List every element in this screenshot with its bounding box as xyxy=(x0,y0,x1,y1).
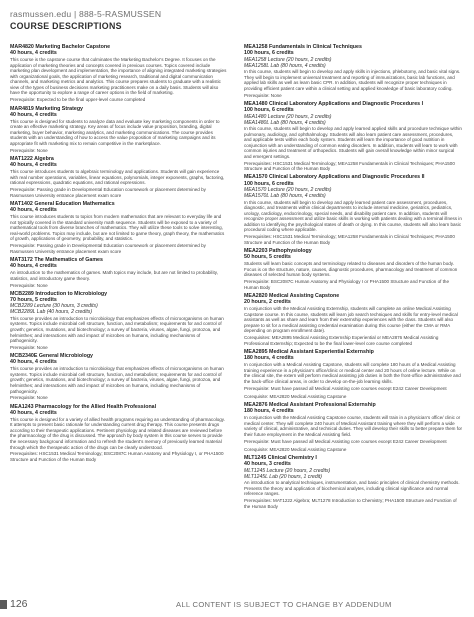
left-column xyxy=(10,44,228,465)
course-description: This course provides an introduction to microbiology that emphasizes effects of microorganisms on human systems. Topics include microbial cell structure, function, and metabolism; requirements for and control of growth; genetics, mutations, and biotechnology; a survey of bacteria, viruses, algae, fungi, protozoa, and helminthes; and interactions with and impact of microbes on humans, including mechanisms of pathogenicity. xyxy=(10,366,224,394)
course-prerequisite: Prerequisite: None xyxy=(10,147,48,153)
course-prerequisite: Prerequisite: Passing grade in Developmental Education coursework or placement determined by Rasmussen University entrance placement exam score xyxy=(10,243,206,254)
course-prerequisite: Prerequisite: Expected to be the final upper-level course completed xyxy=(10,97,146,103)
course-title: MEA1243 Pharmacology for the Allied Health Professional xyxy=(10,403,157,410)
site-info: rasmussen.edu | 888-5-RASMUSSEN xyxy=(10,9,162,19)
course-description: In conjunction with a Medical Assisting Capstone, students will complete 180 hours of a Medical Assisting training experience in a physician’s office/clinic or medical center and 20 hours of online lecture. While on the clinical site, the extern will perform medical assisting job duties in both the front-office administrative and the back-office clinical areas, in order to develop on-the-job learning skills. xyxy=(244,362,461,384)
course-entry xyxy=(244,293,462,346)
course-entry xyxy=(244,402,462,444)
course-prerequisite: Corequisite: MEA2820 Medical Assisting Capstone xyxy=(244,446,347,452)
course-title: MEA2895 Medical Assistant Experiential Externship xyxy=(244,348,374,355)
course-entry xyxy=(244,248,462,290)
course-prerequisite: Prerequisite: None xyxy=(244,92,282,98)
course-credits: 40 hours, 3 credits xyxy=(244,461,291,468)
course-entry xyxy=(10,404,228,463)
course-entry xyxy=(10,291,228,351)
course-description: Students will learn basic concepts and terminology related to diseases and disorders of the human body. Focus is on the structure, nature, causes, diagnostic procedures, pharmacology and treatment of common diseases of selected human body systems. xyxy=(244,261,458,278)
course-credits: 20 hours, 2 credits xyxy=(244,299,291,306)
course-title: MAR4819 Marketing Strategy xyxy=(10,105,84,112)
course-description: An introduction to the mathematics of games. Math topics may include, but are not limited to probability, statistics, and introductory game theory. xyxy=(10,270,218,281)
course-title: MEA2876 Medical Assistant Professional Externship xyxy=(244,401,376,408)
course-description: This course is designed for a variety of allied health programs requiring an understanding of pharmacology. It attempts to present basic rationale for understanding current drug therapy. This course presents drugs according to their therapeutic applications. Pertinent physiology and related diseases are reviewed before the pharmacology of the drug is discussed. The approach by body system in this course serves to provide the necessary background information and to refresh the student’s memory of previously learned material through which the therapeutic action of the drugs can be clearly understood. xyxy=(10,416,226,450)
course-entry xyxy=(10,156,228,198)
page-number-bar xyxy=(0,600,7,609)
course-entry xyxy=(10,44,228,103)
course-prerequisite: Prerequisite: Passing grade in Developmental Education coursework or placement determined by Rasmussen University entrance placement exam score xyxy=(10,187,206,198)
course-description: This course provides an introduction to microbiology that emphasizes effects of microorganisms on human systems. Topics include microbial cell structure, function, and metabolism; requirements for and control of growth; genetics, mutations, and biotechnology; a survey of bacteria, viruses, algae, fungi, protozoa, and helminthes; and interactions with and impact of microbes on humans, including mechanisms of pathogenicity. xyxy=(10,315,224,344)
course-description: This course is the capstone course that culminates the Marketing Bachelor’s Degree. It focuses on the application of marketing theories and concepts covered in previous courses. Topics covered include marketing plan development and implementation, the importance of aligning integrated marketing strategies with organizational goals, the application of marketing research, traditional and digital communication channels, and marketing metrics and analytics. This course prepares students to graduate with a realistic view of the types of business decisions marketing practitioners make on a daily basis. Students will also have the opportunity to explore a range of career options in the field of marketing. xyxy=(10,57,227,96)
course-credits: 180 hours, 4 credits xyxy=(244,355,294,362)
course-credits: 40 hours, 4 credits xyxy=(10,162,57,169)
course-description: This course is designed for students to analyze data and evaluate key marketing components in order to create an effective marketing strategy. Key areas of focus include value proposition, branding, digital marketing, buyer behavior, marketing analytics, and marketing communications. The course provides students with an understanding of how to access the value proposition of marketing campaigns and its appropriate fit with marketing mix to remain competitive in the marketplace. xyxy=(10,118,220,146)
course-prerequisite: Prerequisite: None xyxy=(10,345,48,351)
course-component: MEA1258L Lab (80 hours, 4 credits) xyxy=(244,62,326,69)
course-prerequisite: Prerequisites: HSC1531 Medical Terminology; MEA1258 Fundamentals in Clinical Techniques; PHA1500 Structure and Function of the Human Body xyxy=(244,160,455,172)
course-component: MEA1570 Lecture (20 hours, 2 credits) xyxy=(244,187,332,194)
course-credits: 40 hours, 4 credits xyxy=(10,359,57,366)
course-title: MEA2820 Medical Assisting Capstone xyxy=(244,292,340,299)
course-component: MEA1570L Lab (80 hours, 4 credits) xyxy=(244,193,326,200)
course-description: This course introduces students to algebraic terminology and applications. Students will gain experience with real number operations, variables, linear equations, polynomials, integer exponents, graphs, factoring, rational expressions, quadratic equations, and rational expressions. xyxy=(10,169,225,186)
course-prerequisite: Prerequisite: None xyxy=(10,282,48,288)
course-entry xyxy=(10,106,228,154)
course-title: MEA2203 Pathophysiology xyxy=(244,248,312,254)
course-credits: 70 hours, 5 credits xyxy=(10,297,57,304)
course-description: In conjunction with the Medical Assisting Capstone course, students will train in a physician’s office/ clinic or medical center. They will complete 240 hours of Medical Assistant training where they will perform a wide variety of clinical, administrative, and technical duties. They will develop their skills to better prepare them for their future employment in the Medical Assisting field. xyxy=(244,415,463,437)
course-credits: 40 hours, 4 credits xyxy=(10,263,57,270)
right-column xyxy=(244,44,462,512)
course-title: MAT3172 The Mathematics of Games xyxy=(10,256,103,263)
course-prerequisite: Prerequisites: HSC1531 Medical Terminology; BSC2087C Human Anatomy and Physiology I, or PHA1500 Structure and Function of the Human Body xyxy=(10,451,224,463)
page-footer xyxy=(0,596,474,612)
course-title: MEA1480 Clinical Laboratory Applications and Diagnostic Procedures I xyxy=(244,100,424,107)
course-title: MAT1222 Algebra xyxy=(10,156,54,162)
course-prerequisite: Prerequisite: None xyxy=(10,395,48,401)
course-credits: 50 hours, 5 credits xyxy=(244,254,291,261)
course-entry xyxy=(10,201,228,254)
course-title: MEA1258 Fundamentals in Clinical Techniques xyxy=(244,44,362,50)
course-prerequisite: Prerequisite: Must have passed all Medical Assisting core courses except E242 Career Development xyxy=(244,438,447,444)
course-entry xyxy=(244,349,462,391)
course-description: This course introduces students to topics from modern mathematics that are relevant to everyday life and not typically covered in the standard university math sequence. Students will be exposed to a variety of mathematical tools from diverse branches of mathematics. They will utilize these tools to solve interesting, real-world problems. Topics may include, but are not limited to game theory, graph theory, the mathematics of growth, applications of geometry, probability, and statistics. xyxy=(10,214,225,242)
course-prerequisite: Prerequisite: BSC2087C Human Anatomy and Physiology I or PHA1500 Structure and Function of the Human Body xyxy=(244,279,449,290)
course-component: MLT1245 Lecture (20 hours, 2 credits) xyxy=(244,467,331,474)
course-title: MLT1245 Clinical Chemistry I xyxy=(244,455,317,461)
course-prerequisite: Prerequisites: HSC1531 Medical Terminology; MEA1258 Fundamentals in Clinical Techniques; PHA1500 Structure and Function of the Human Body xyxy=(244,234,455,245)
course-entry xyxy=(244,394,462,400)
course-entry xyxy=(244,455,462,509)
course-credits: 180 hours, 4 credits xyxy=(244,408,294,415)
course-entry xyxy=(244,174,462,245)
course-entry xyxy=(244,447,462,453)
course-credits: 100 hours, 6 credits xyxy=(244,50,294,57)
disclaimer: ALL CONTENT IS SUBJECT TO CHANGE BY ADDENDUM xyxy=(176,600,392,609)
course-title: MAT1402 General Education Mathematics xyxy=(10,200,115,207)
page-number: 126 xyxy=(10,598,28,610)
course-credits: 40 hours, 4 credits xyxy=(10,207,57,214)
course-credits: 40 hours, 4 credits xyxy=(10,111,57,118)
course-prerequisite: Corequisites: MEA2895 Medical Assisting Externship Experiential or MEA2876 Medical Assisting Professional Externship; Expected to be the final lower-level core course completed xyxy=(244,335,439,346)
section-title: COURSE DESCRIPTIONS xyxy=(10,21,122,31)
course-entry xyxy=(10,257,228,288)
course-title: MEA1570 Clinical Laboratory Applications and Diagnostic Procedures II xyxy=(244,174,425,181)
course-title: MCB2289 Introduction to Microbiology xyxy=(10,290,108,297)
course-description: In conjunction with the Medical Assisting Externship, students will complete an online Medical Assisting Capstone course. In this course, students will learn job search techniques and skills for entry-level medical assistants as well as share and learn from their externship experiences with the class. Students will also prepare to sit for a medical assisting credential examination during this course (either the CMA or RMA depending on program enrollment date). xyxy=(244,306,458,334)
course-entry xyxy=(10,353,228,401)
course-description: An introduction to analytical techniques, instrumentation, and basic principles of clinical chemistry methods. Presents the theory and application of biochemical analytes, including clinical significance and normal reference ranges. xyxy=(244,480,460,497)
course-title: MAR4820 Marketing Bachelor Capstone xyxy=(10,44,111,50)
course-entry xyxy=(244,44,462,98)
course-component: MEA1258 Lecture (20 hours, 2 credits) xyxy=(244,56,332,63)
course-credits: 40 hours, 4 credits xyxy=(10,409,57,416)
page-header xyxy=(10,9,161,32)
course-description: In this course, students will begin to develop and apply learned patient care assessment, procedures, diagnostic, and treatments within clinical departments to include internal medicine, geriatrics, pediatrics, urology, cardiology, endocrinology, special needs, and disability patient care. In addition, students will recognize proper assessment and utilize basic skills in working with patients dealing with a terminal illness in addition to identifying the psychological states of death or dying. In this course, students will also learn basic procedural coding where applicable. xyxy=(244,199,462,233)
course-component: MEA1480L Lab (80 hours, 4 credits) xyxy=(244,119,326,126)
course-prerequisite: Prerequisites: MAT1222 Algebra; MLT1278 Introduction to Chemistry; PHA1500 Structure and Function of the Human Body xyxy=(244,498,457,509)
course-prerequisite: Prerequisite: Must have passed all Medical Assisting core courses except E242 Career Development xyxy=(244,385,447,391)
course-prerequisite: Corequisite: MEA2820 Medical Assisting Capstone xyxy=(244,393,347,399)
course-component: MEA1480 Lecture (20 hours, 2 credits) xyxy=(244,113,332,120)
course-credits: 40 hours, 4 credits xyxy=(10,50,57,57)
course-credits: 100 hours, 6 credits xyxy=(244,180,294,187)
course-description: In this course, students will begin to develop and apply skills in injections, phlebotomy, and basic vital signs. They will begin to implement universal treatment and reporting of immunizations, basic lab functions, and applied lab skills as well as learn basic CPR. In addition, students will recognize proper techniques in providing efficient patient care within a clinical setting and applied knowledge of basic laboratory coding. xyxy=(244,69,461,91)
course-entry xyxy=(244,101,462,172)
course-description: In this course, students will begin to develop and apply learned applied skills and procedure technique within pulmonary, audiology, and ophthalmology. Students will also learn patient care assessment, procedures, and applicable tests within each body system. Students will learn the importance of good nutrition in conjunction with an understanding of common eating disorders. In addition, students will learn to work with common injuries and treatment of orthopedics. Students will gain overall knowledge within minor surgical and emergent settings. xyxy=(244,126,462,159)
course-component: MLT1245L Lab (20 hours, 1 credit) xyxy=(244,473,322,480)
course-component: MCB2289 Lecture (30 hours, 3 credits) xyxy=(10,303,98,310)
course-component: MCB2289L Lab (40 hours, 2 credits) xyxy=(10,309,93,316)
course-credits: 100 hours, 6 credits xyxy=(244,107,294,114)
course-title: MCB2340E General Microbiology xyxy=(10,353,94,360)
